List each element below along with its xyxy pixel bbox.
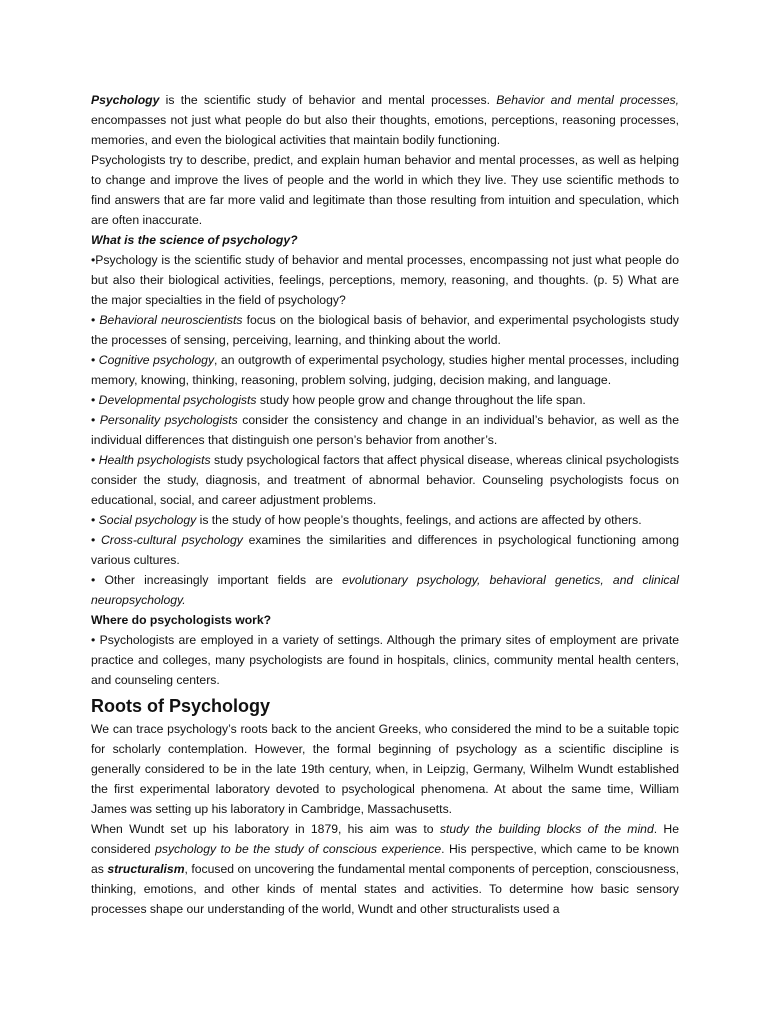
answer-science: •Psychology is the scientific study of behavior and mental processes, encompassing not just what people do but also their biological activities, feelings, perceptions, memory, reasoning, and thoughts. (p. 5) What are the major specialties in the field of psychology? xyxy=(91,253,679,307)
specialty-item: • Health psychologists study psychological factors that affect physical disease, whereas clinical psychologists consider the study, diagnosis, and treatment of abnormal behavior. Counseling psychologists focus on educational, social, and career adjustment problems. xyxy=(91,453,680,507)
specialty-item: • Personality psychologists consider the consistency and change in an individual’s behavior, as well as the individual differences that distinguish one person’s behavior from another’s. xyxy=(91,413,679,447)
term-behavior-mental: Behavior and mental processes, xyxy=(496,93,679,107)
roots-paragraph-2: When Wundt set up his laboratory in 1879, his aim was to study the building blocks of the mind. He considered psychology to be the study of conscious experience. His perspective, which came to be known as structuralism, focused on uncovering the fundamental mental components of perception, consciousness, thinking, emotions, and other kinds of mental states and activities. To determine how basic sensory processes shape our understanding of the world, Wundt and other structuralists used a xyxy=(91,822,679,916)
answer-where-work: • Psychologists are employed in a variety of settings. Although the primary sites of employment are private practice and colleges, many psychologists are found in hospitals, clinics, community mental health centers, and counseling centers. xyxy=(91,633,679,687)
specialty-item: • Cross-cultural psychology examines the similarities and differences in psychological functioning among various cultures. xyxy=(91,533,679,567)
other-fields-item: • Other increasingly important fields are evolutionary psychology, behavioral genetics, and clinical neuropsychology. xyxy=(91,573,679,607)
roots-paragraph-1: We can trace psychology’s roots back to the ancient Greeks, who considered the mind to be a suitable topic for scholarly contemplation. However, the formal beginning of psychology as a scientific discipline is generally considered to be in the late 19th century, when, in Leipzig, Germany, Wilhelm Wundt established the first experimental laboratory devoted to psychological phenomena. At about the same time, William James was setting up his laboratory in Cambridge, Massachusetts. xyxy=(91,722,679,816)
term-structuralism: structuralism xyxy=(107,862,185,876)
section-heading-roots: Roots of Psychology xyxy=(91,696,271,716)
term-psychology: Psychology xyxy=(91,93,160,107)
question-where-work: Where do psychologists work? xyxy=(91,613,272,627)
specialty-item: • Social psychology is the study of how people’s thoughts, feelings, and actions are affected by others. xyxy=(91,513,642,527)
specialty-item: • Developmental psychologists study how people grow and change throughout the life span. xyxy=(91,393,586,407)
psychologists-paragraph: Psychologists try to describe, predict, and explain human behavior and mental processes, as well as helping to change and improve the lives of people and the world in which they live. They use scientific methods to find answers that are far more valid and legitimate than those resulting from intuition and speculation, which are often inaccurate. xyxy=(91,153,679,227)
specialty-item: • Behavioral neuroscientists focus on the biological basis of behavior, and experimental psychologists study the processes of sensing, perceiving, learning, and thinking about the world. xyxy=(91,313,680,347)
intro-paragraph: Psychology is the scientific study of behavior and mental processes. Behavior and mental processes, encompasses not just what people do but also their thoughts, emotions, perceptions, reasoning processes, memories, and even the biological activities that maintain bodily functioning. xyxy=(91,93,679,147)
document-page xyxy=(91,90,679,919)
question-science: What is the science of psychology? xyxy=(91,233,298,247)
specialty-item: • Cognitive psychology, an outgrowth of experimental psychology, studies higher mental processes, including memory, knowing, thinking, reasoning, problem solving, judging, decision making, and language. xyxy=(91,353,679,387)
